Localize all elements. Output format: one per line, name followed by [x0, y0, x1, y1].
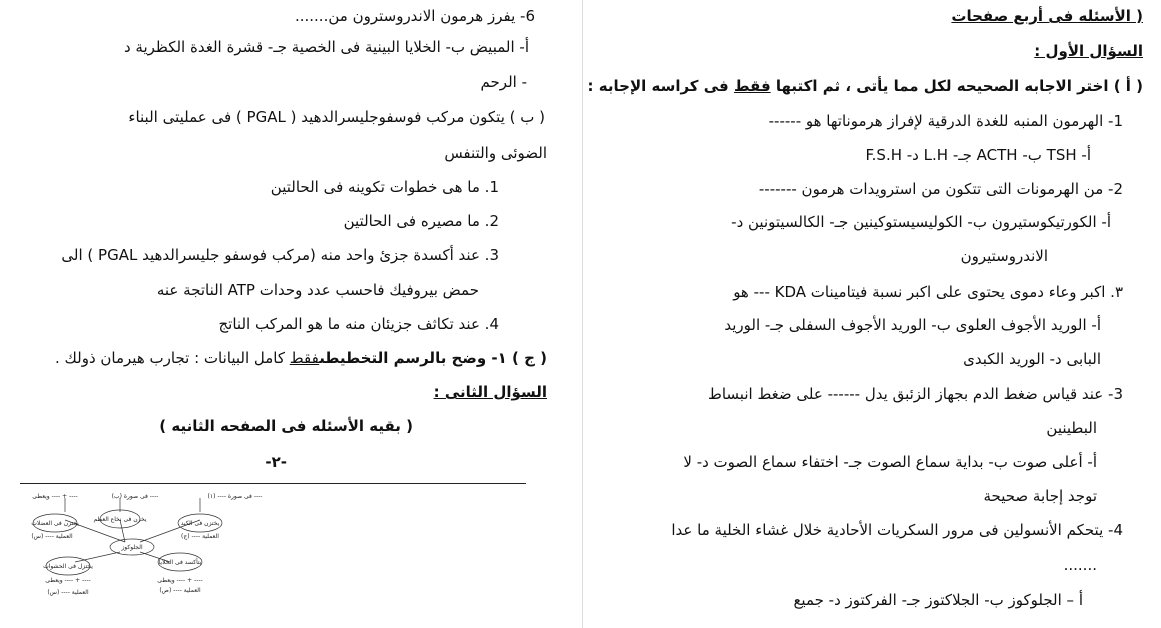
continued-note: ( بقيه الأسئله فى الصفحه الثانيه )	[159, 417, 413, 435]
right-line: البطينين	[1046, 419, 1097, 437]
right-line: توجد إجابة صحيحة	[983, 487, 1097, 505]
right-line: .......	[1063, 556, 1097, 574]
section-rule	[20, 483, 526, 484]
diagram-label: العملية ---- (ص)	[159, 587, 201, 594]
left-line: الضوئى والتنفس	[444, 144, 547, 162]
right-line: أ – الجلوكوز ب- الجلاكتوز جـ- الفركتوز د- جميع	[793, 591, 1083, 609]
right-line: 4- يتحكم الأنسولين فى مرور السكريات الأحادية خلال غشاء الخلية ما عدا	[671, 521, 1123, 539]
diagram-center: الجلوكوز	[121, 544, 143, 551]
diagram-label: فى صورة ---- (١) ----	[207, 493, 263, 500]
right-line: أ- الكورتيكوستيرون ب- الكوليسيستوكينين جـ- الكالسيتونين د-	[731, 213, 1111, 231]
diagram-label: ويعطى ---- + ----	[157, 577, 203, 584]
part-a-instruction: ( أ ) اختر الاجابه الصحيحه لكل مما يأتى ، ثم اكتبها فقط فى كراسه الإجابه :	[587, 77, 1143, 95]
diagram-node: يختزن فى العضلات	[31, 520, 79, 527]
right-line: الاندروستيرون	[960, 247, 1048, 265]
diagram-label: العملية ---- (س)	[31, 533, 73, 540]
question-1-title: السؤال الأول :	[1034, 42, 1143, 60]
page-number: -٢-	[265, 453, 287, 471]
part-c-heading: ( ج ) ١- وضح بالرسم التخطيطىفقط كامل البيانات : تجارب هيرمان ذولك .	[54, 349, 547, 367]
left-line: 6- يفرز هرمون الاندروسترون من.......	[294, 7, 535, 25]
right-line: أ- الوريد الأجوف العلوى ب- الوريد الأجوف السفلى جـ- الوريد	[724, 316, 1101, 334]
right-line: 1- الهرمون المنبه للغدة الدرقية لإفراز هرموناتها هو ------	[768, 112, 1123, 130]
left-line: 4. عند تكاثف جزيئان منه ما هو المركب الناتج	[218, 315, 499, 333]
question-2-title: السؤال الثانى :	[433, 383, 547, 401]
left-line: 1. ما هى خطوات تكوينه فى الحالتين	[270, 178, 499, 196]
diagram-node: يختزن فى الكبد	[180, 520, 220, 527]
diagram-label: العملية ---- (ج)	[181, 533, 219, 540]
left-line: أ- المبيض ب- الخلايا البينية فى الخصية جـ- قشرة الغدة الكظرية د	[123, 38, 529, 56]
right-line: ٣. اكبر وعاء دموى يحتوى على اكبر نسبة فيتامينات KDA --- هو	[733, 283, 1123, 301]
diagram-label: ويعطى ---- + ----	[45, 577, 91, 584]
diagram-label: ويعطى ---- + ----	[32, 493, 78, 500]
left-line: 2. ما مصيره فى الحالتين	[343, 212, 499, 230]
glucose-fate-diagram	[20, 490, 270, 605]
left-line: - الرحم	[480, 73, 527, 91]
right-line: أ- أعلى صوت ب- بداية سماع الصوت جـ- اختفاء سماع الصوت د- لا	[683, 453, 1097, 471]
exam-header: ( الأسئله فى أربع صفحات	[951, 7, 1143, 25]
diagram-label: فى صورة (ب) ----	[111, 493, 159, 500]
diagram-node: يخزن فى نخاع العظم	[93, 516, 147, 523]
left-line: حمض بيروفيك فاحسب عدد وحدات ATP الناتجة عنه	[156, 281, 479, 299]
right-line: البابى د- الوريد الكبدى	[963, 350, 1101, 368]
right-line: 2- من الهرمونات التى تتكون من استرويدات هرمون -------	[758, 180, 1123, 198]
part-b-heading: ( ب ) يتكون مركب فوسفوجليسرالدهيد ( PGAL ) فى عمليتى البناء	[128, 108, 545, 126]
diagram-node: يختزل فى الحشوات	[43, 563, 93, 570]
right-line: 3- عند قياس ضغط الدم بجهاز الزئبق يدل ------ على ضغط انبساط	[707, 385, 1123, 403]
diagram-node: يتأكسد فى الخلايا	[158, 559, 202, 566]
diagram-label: العملية ---- (س)	[47, 589, 89, 596]
left-line: 3. عند أكسدة جزئ واحد منه (مركب فوسفو جليسرالدهيد PGAL ) الى	[61, 246, 499, 264]
right-line: أ- TSH ب- ACTH جـ- L.H د- F.S.H	[865, 146, 1091, 164]
column-divider	[582, 0, 583, 628]
